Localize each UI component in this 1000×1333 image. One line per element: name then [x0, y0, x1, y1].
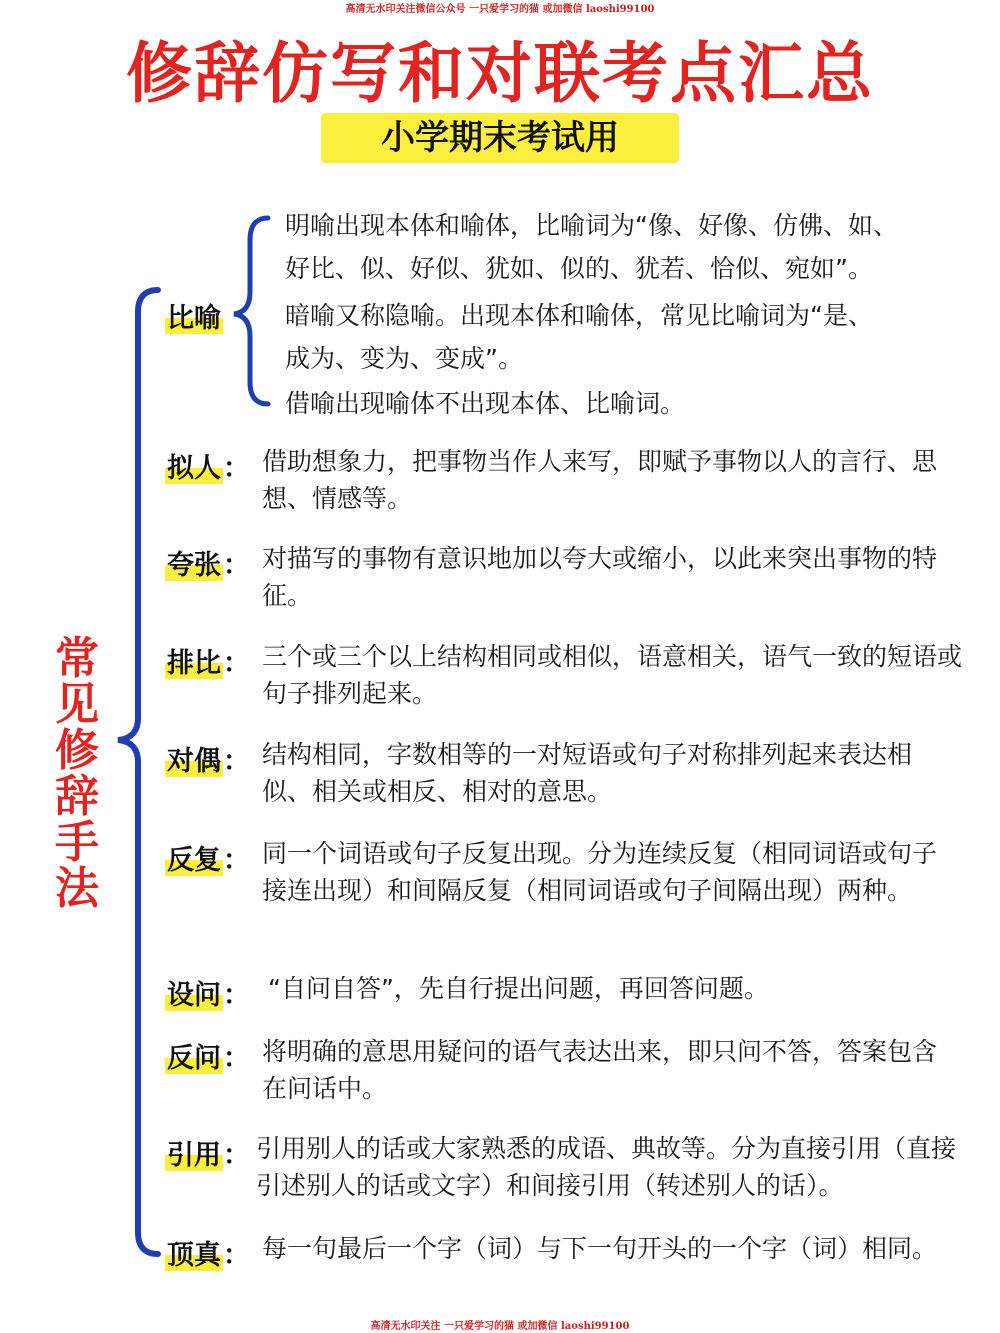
side-char: 常: [55, 633, 99, 684]
term-label: 拟人: [167, 453, 221, 484]
term-label: 引用: [167, 1140, 221, 1171]
definition-quotation: 引用别人的话或大家熟悉的成语、典故等。分为直接引用（直接引述别人的话或文字）和间接引用（转述别人的话）。: [256, 1134, 957, 1200]
term-anadiplosis: [165, 1233, 250, 1272]
term-colon: ：: [223, 1240, 250, 1271]
term-parallelism: [165, 641, 250, 680]
definition-personification: 借助想象力，把事物当作人来写，即赋予事物以人的言行、思想、情感等。: [262, 447, 938, 513]
term-colon: ：: [223, 980, 250, 1011]
term-personification: [165, 446, 250, 485]
term-quotation: [165, 1133, 250, 1172]
term-colon: ：: [223, 1043, 250, 1074]
main-brace: [118, 290, 158, 1254]
metaphor-line: 暗喻又称隐喻。出现本体和喻体，常见比喻词为“是、: [285, 301, 873, 330]
term-colon: ：: [223, 648, 250, 679]
definition-anadiplosis: 每一句最后一个字（词）与下一句开头的一个字（词）相同。: [262, 1234, 938, 1263]
term-colon: ：: [223, 1140, 250, 1171]
side-char: 辞: [55, 771, 99, 822]
side-char: 见: [55, 679, 99, 730]
term-hyperbole: [165, 543, 250, 582]
page-title: 修辞仿写和对联考点汇总: [126, 34, 874, 112]
term-colon: ：: [223, 453, 250, 484]
term-rhetorical-qa: [165, 973, 250, 1012]
term-antithesis: [165, 739, 250, 778]
watermark-bottom: 高清无水印关注 一只爱学习的猫 或加微信 laoshi99100: [370, 1321, 630, 1332]
term-colon: ：: [223, 550, 250, 581]
side-char: 修: [55, 725, 99, 776]
term-metaphor: [165, 296, 223, 335]
definition-rhetorical-question: 将明确的意思用疑问的语气表达出来，即只问不答，答案包含在问话中。: [262, 1037, 938, 1103]
definition-repetition: 同一个词语或句子反复出现。分为连续反复（相同词语或句子接连出现）和间隔反复（相同词语或句子间隔出现）两种。: [262, 839, 938, 905]
term-colon: ：: [223, 746, 250, 777]
side-label: [52, 633, 102, 914]
term-label: 夸张: [167, 550, 221, 581]
definition-hyperbole: 对描写的事物有意识地加以夸大或缩小，以此来突出事物的特征。: [262, 544, 938, 610]
definition-antithesis: 结构相同，字数相等的一对短语或句子对称排列起来表达相似、相关或相反、相对的意思。: [262, 740, 913, 806]
term-label: 设问: [167, 980, 221, 1011]
term-label: 排比: [167, 648, 221, 679]
term-repetition: [165, 838, 250, 877]
term-label: 反复: [167, 845, 221, 876]
term-rhetorical-question: [165, 1036, 250, 1075]
term-label: 顶真: [167, 1240, 221, 1271]
term-label: 比喻: [167, 303, 221, 334]
definition-parallelism: 三个或三个以上结构相同或相似，语意相关，语气一致的短语或句子排列起来。: [262, 642, 963, 708]
side-char: 法: [55, 863, 99, 914]
definition-rhetorical-qa: “自问自答”，先自行提出问题，再回答问题。: [268, 974, 769, 1003]
metaphor-line: 成为、变为、变成”。: [285, 344, 523, 373]
watermark-top: 高清无水印关注微信公众号 一只爱学习的猫 或加微信 laoshi99100: [345, 4, 655, 15]
term-colon: ：: [223, 845, 250, 876]
metaphor-line: 借喻出现喻体不出现本体、比喻词。: [285, 389, 686, 418]
metaphor-brace: [234, 218, 268, 404]
term-label: 对偶: [167, 746, 221, 777]
subtitle-badge: 小学期末考试用: [321, 113, 679, 163]
term-label: 反问: [167, 1043, 221, 1074]
metaphor-line: 明喻出现本体和喻体，比喻词为“像、好像、仿佛、如、: [285, 211, 898, 240]
metaphor-line: 好比、似、好似、犹如、似的、犹若、恰似、宛如”。: [285, 254, 873, 283]
side-char: 手: [55, 817, 99, 868]
